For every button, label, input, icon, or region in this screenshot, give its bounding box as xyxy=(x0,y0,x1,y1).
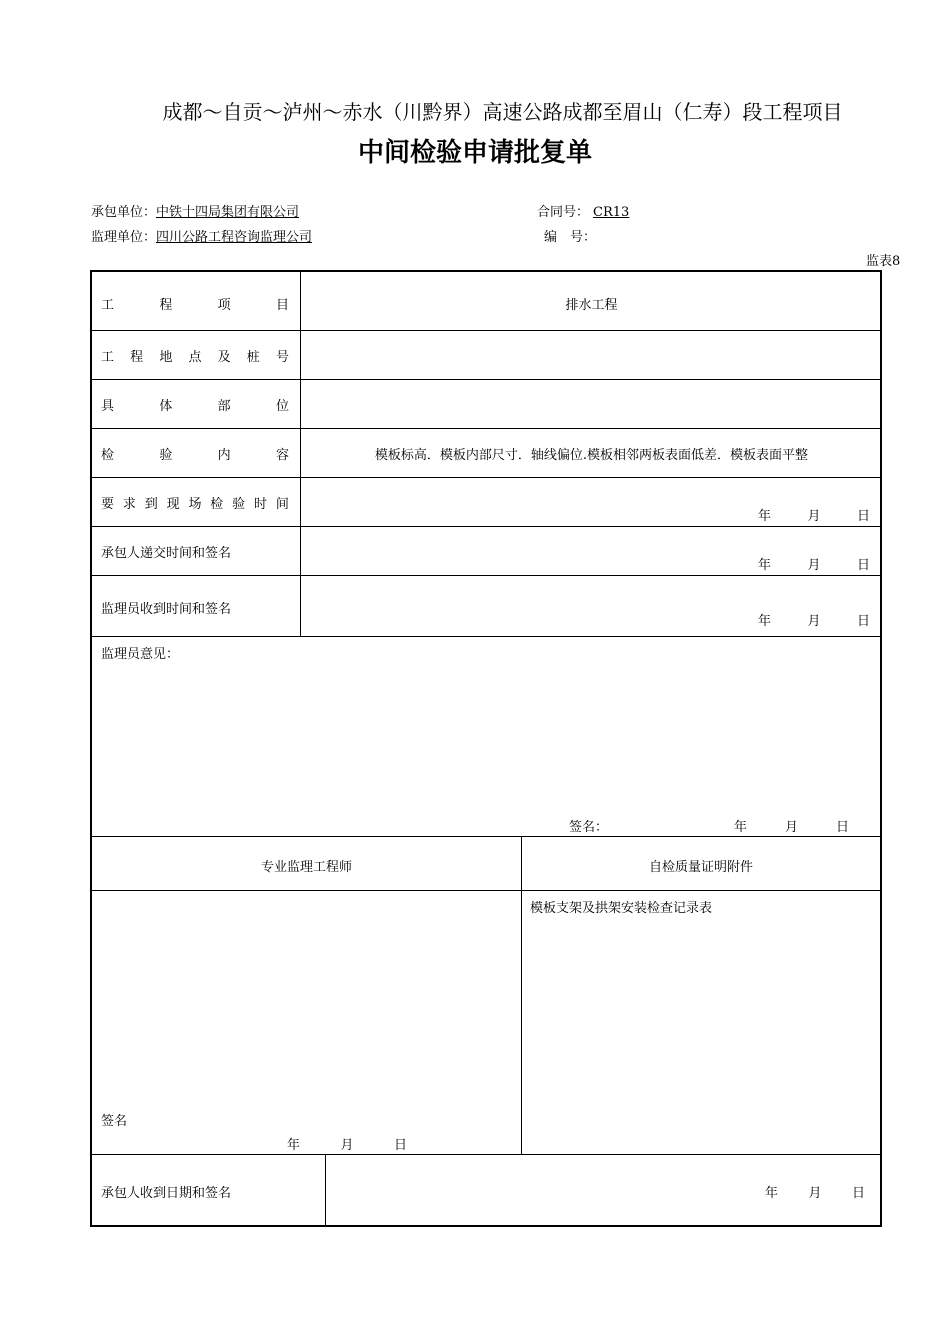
attachment-value[interactable]: 模板支架及拱架安装检查记录表 xyxy=(530,901,713,916)
opinion-label: 监理员意见： xyxy=(101,647,180,662)
contract-no-value: CR13 xyxy=(593,205,630,220)
project-label: 工 程 项 目 xyxy=(101,298,289,313)
form-code: 监表8 xyxy=(866,254,901,269)
row-divider xyxy=(92,1154,880,1155)
serial-info xyxy=(544,226,624,245)
row-divider xyxy=(92,890,880,891)
opinion-sign-label: 签名： xyxy=(569,820,609,835)
form-title: 中间检验申请批复单 xyxy=(357,138,592,168)
submit-label: 承包人递交时间和签名 xyxy=(101,546,232,561)
contractor-info xyxy=(91,201,299,220)
contractor-label: 承包单位： xyxy=(91,205,157,220)
onsite-time-date[interactable]: 年 月 日 xyxy=(758,509,870,524)
contract-no-label: 合同号： xyxy=(537,205,590,220)
project-line: 成都～自贡～泸州～赤水（川黔界）高速公路成都至眉山（仁寿）段工程项目 xyxy=(162,100,843,124)
submit-date[interactable]: 年 月 日 xyxy=(758,558,870,573)
location-label: 工 程 地 点 及 桩 号 xyxy=(101,350,289,365)
attachment-header: 自检质量证明附件 xyxy=(648,860,753,875)
serial-label: 编 号： xyxy=(544,230,597,245)
contractor-receive-label: 承包人收到日期和签名 xyxy=(101,1186,232,1201)
receive-date[interactable]: 年 月 日 xyxy=(758,614,870,629)
row-divider xyxy=(92,477,880,478)
supervisor-value: 四川公路工程咨询监理公司 xyxy=(156,230,313,245)
row-divider xyxy=(92,330,880,331)
project-value[interactable]: 排水工程 xyxy=(565,298,618,313)
contractor-receive-date[interactable]: 年 月 日 xyxy=(765,1186,865,1201)
supervisor-label: 监理单位： xyxy=(91,230,157,245)
content-label: 检 验 内 容 xyxy=(101,448,289,463)
contract-no-info xyxy=(537,201,633,220)
form-table xyxy=(90,270,882,1227)
col-divider xyxy=(521,836,522,1154)
row-divider xyxy=(92,636,880,637)
receive-label: 监理员收到时间和签名 xyxy=(101,602,232,617)
engineer-sign-label: 签名 xyxy=(101,1114,128,1129)
row-divider xyxy=(92,526,880,527)
row-divider xyxy=(92,836,880,837)
row-divider xyxy=(92,428,880,429)
onsite-time-label: 要 求 到 现 场 检 验 时 间 xyxy=(101,497,289,512)
part-label: 具 体 部 位 xyxy=(101,399,289,414)
opinion-date[interactable]: 年 月 日 xyxy=(734,820,849,835)
row-divider xyxy=(92,575,880,576)
content-value[interactable]: 模板标高．模板内部尺寸．轴线偏位.模板相邻两板表面低差．模板表面平整 xyxy=(374,448,809,463)
engineer-header: 专业监理工程师 xyxy=(260,860,352,875)
engineer-date[interactable]: 年 月 日 xyxy=(287,1138,407,1153)
contractor-value: 中铁十四局集团有限公司 xyxy=(156,205,300,220)
supervisor-info xyxy=(91,226,312,245)
row-divider xyxy=(92,379,880,380)
col-divider xyxy=(325,1154,326,1227)
